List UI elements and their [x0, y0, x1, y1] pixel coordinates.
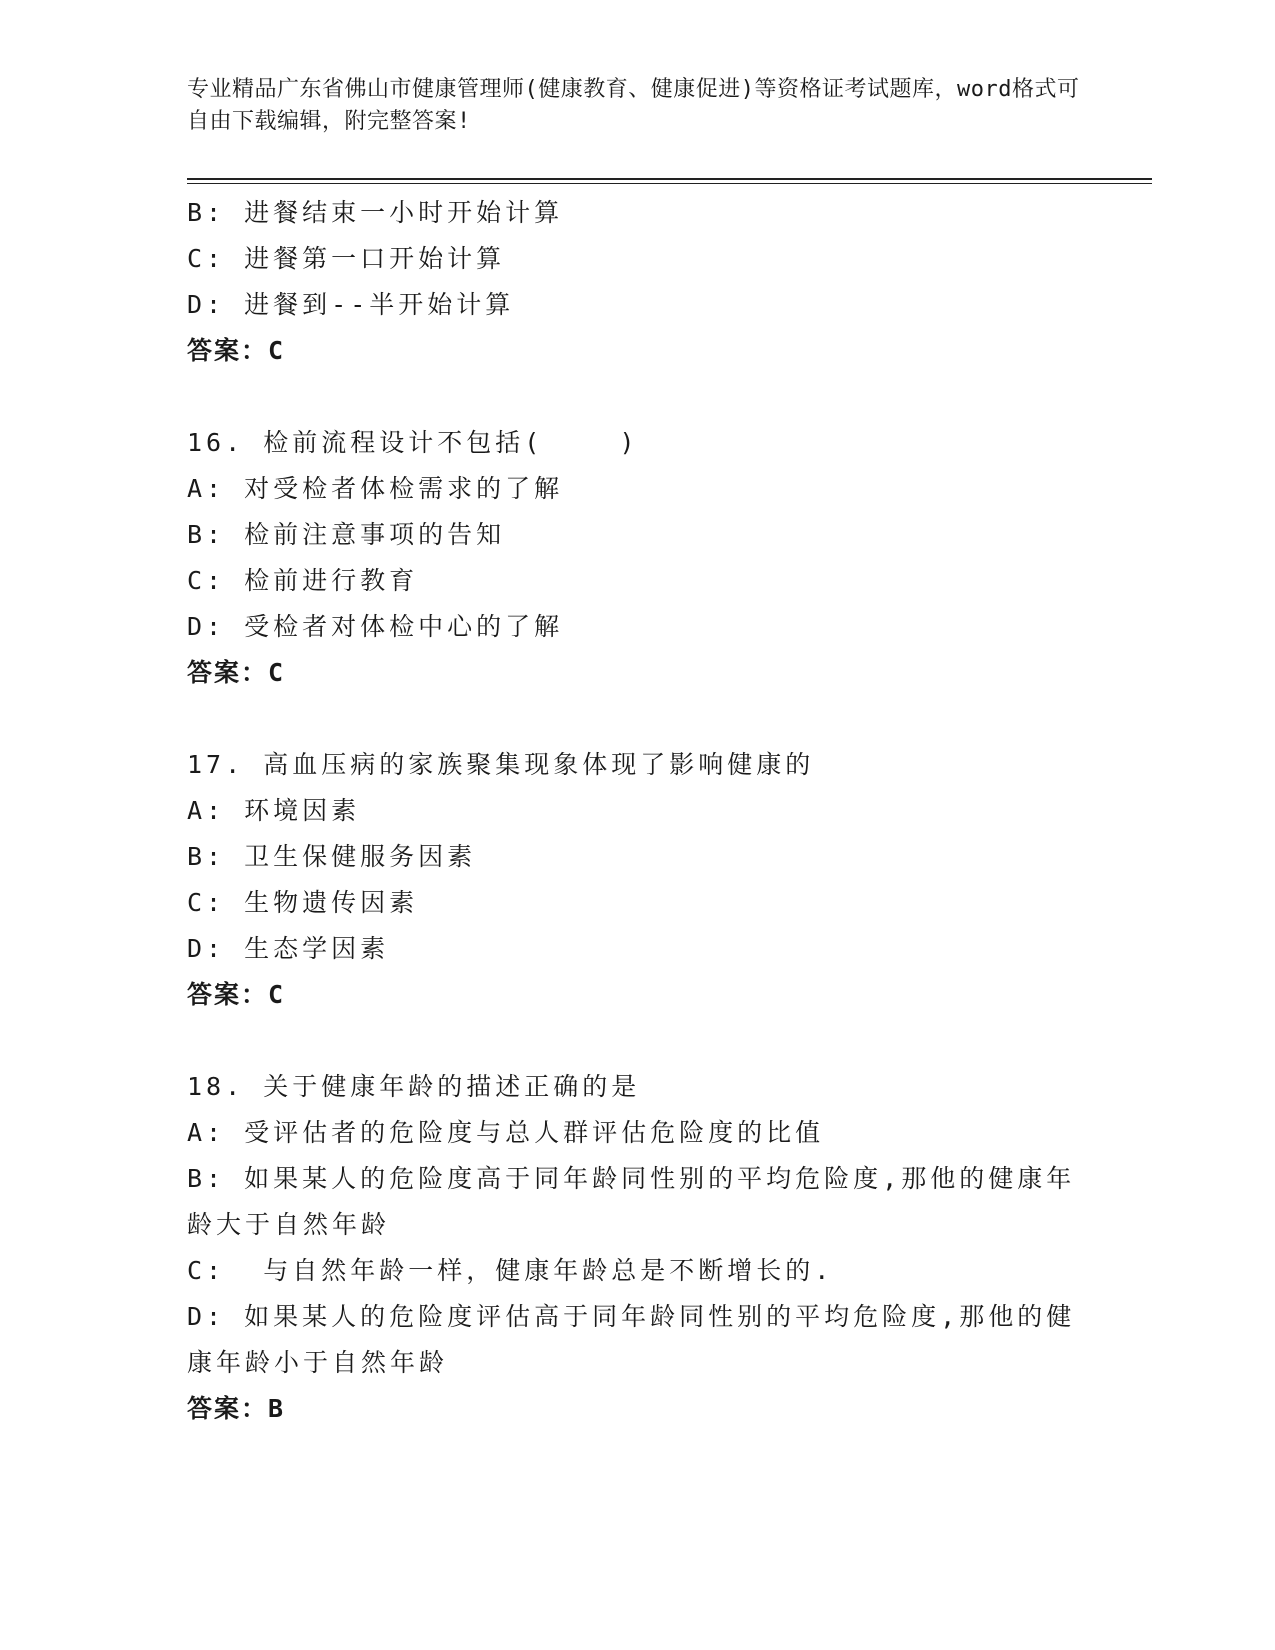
spacer: [187, 696, 1087, 742]
option-c: C: 与自然年龄一样，健康年龄总是不断增长的.: [187, 1256, 834, 1285]
spacer: [187, 1018, 1087, 1064]
answer-line: 答案：C: [187, 658, 286, 687]
page-header: 专业精品广东省佛山市健康管理师(健康教育、健康促进)等资格证考试题库，word格式可自由下载编辑，附完整答案!: [187, 77, 1080, 134]
question-list: [187, 190, 1087, 1432]
spacer: [187, 374, 1087, 420]
question-stem: 18. 关于健康年龄的描述正确的是: [187, 1072, 641, 1101]
option-b: B: 检前注意事项的告知: [187, 520, 506, 549]
option-c: C: 进餐第一口开始计算: [187, 244, 506, 273]
option-d: D: 进餐到--半开始计算: [187, 290, 515, 319]
option-b: B: 进餐结束一小时开始计算: [187, 198, 564, 227]
option-a: A: 对受检者体检需求的了解: [187, 474, 564, 503]
option-d: D: 受检者对体检中心的了解: [187, 612, 564, 641]
answer-line: 答案：C: [187, 336, 286, 365]
answer-line: 答案：B: [187, 1394, 286, 1423]
option-b: B: 如果某人的危险度高于同年龄同性别的平均危险度,那他的健康年龄大于自然年龄: [187, 1164, 1076, 1239]
option-c: C: 生物遗传因素: [187, 888, 419, 917]
header-rule-thin: [187, 183, 1152, 184]
option-d: D: 如果某人的危险度评估高于同年龄同性别的平均危险度,那他的健康年龄小于自然年龄: [187, 1302, 1076, 1377]
question-16: [187, 420, 1087, 696]
question-stem: 16. 检前流程设计不包括( ): [187, 428, 639, 457]
option-b: B: 卫生保健服务因素: [187, 842, 477, 871]
question-18: [187, 1064, 1087, 1432]
header-rule-thick: [187, 178, 1152, 180]
option-a: A: 环境因素: [187, 796, 361, 825]
answer-line: 答案：C: [187, 980, 286, 1009]
option-a: A: 受评估者的危险度与总人群评估危险度的比值: [187, 1118, 825, 1147]
continued-question: [187, 190, 1087, 374]
option-c: C: 检前进行教育: [187, 566, 419, 595]
question-stem: 17. 高血压病的家族聚集现象体现了影响健康的: [187, 750, 815, 779]
option-d: D: 生态学因素: [187, 934, 390, 963]
question-17: [187, 742, 1087, 1018]
